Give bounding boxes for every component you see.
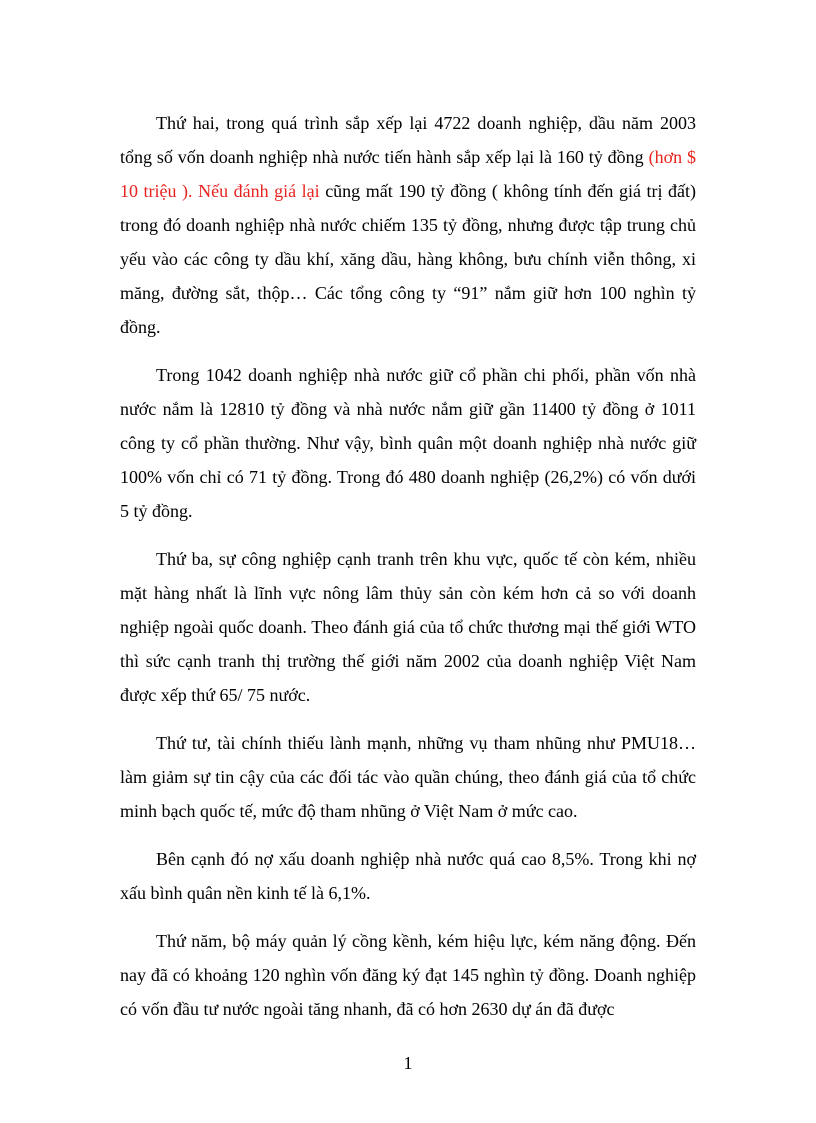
page-number: 1 [403,1053,413,1073]
paragraph-6 [120,924,696,1026]
highlighted-text: (hơn $ 10 triệu ). Nếu đánh giá lại [120,147,697,201]
document-body [120,106,696,1040]
text-span: Trong 1042 doanh nghiệp nhà nước giữ cổ phần chi phối, phần vốn nhà nước nắm là 12810 tỷ đồng và nhà nước nắm giữ gần 11400 tỷ đồng ở 1011 công ty cổ phần thường. Như vậy, bình quân một doanh nghiệp nhà nước giữ 100% vốn chỉ có 71 tỷ đồng. Trong đó 480 doanh nghiệp (26,2%) có vốn dưới 5 tỷ đồng. [120,365,696,521]
paragraph-3 [120,542,696,712]
paragraph-1 [120,106,696,344]
paragraph-5 [120,842,696,910]
text-span: Thứ năm, bộ máy quản lý cồng kềnh, kém hiệu lực, kém năng động. Đến nay đã có khoảng 120 nghìn vốn đăng ký đạt 145 nghìn tỷ đồng. Doanh nghiệp có vốn đầu tư nước ngoài tăng nhanh, đã có hơn 2630 dự án đã được [120,931,696,1019]
text-span: Thứ hai, trong quá trình sắp xếp lại 4722 doanh nghiệp, dầu năm 2003 tổng số vốn doanh nghiệp nhà nước tiến hành sắp xếp lại là 160 tỷ đồng [120,113,696,167]
paragraph-4 [120,726,696,828]
text-span: Thứ tư, tài chính thiếu lành mạnh, những vụ tham nhũng như PMU18…làm giảm sự tin cậy của các đối tác vào quần chúng, theo đánh giá của tổ chức minh bạch quốc tế, mức độ tham nhũng ở Việt Nam ở mức cao. [120,733,696,821]
paragraph-2 [120,358,696,528]
text-span: cũng mất 190 tỷ đồng ( không tính đến giá trị đất) trong đó doanh nghiệp nhà nước chiếm 135 tỷ đồng, nhưng được tập trung chủ yếu vào các công ty dầu khí, xăng dầu, hàng không, bưu chính viễn thông, xi măng, đường sắt, thộp… Các tổng công ty “91” nắm giữ hơn 100 nghìn tỷ đồng. [120,181,697,337]
text-span: Thứ ba, sự công nghiệp cạnh tranh trên khu vực, quốc tế còn kém, nhiều mặt hàng nhất là lĩnh vực nông lâm thủy sản còn kém hơn cả so với doanh nghiệp ngoài quốc doanh. Theo đánh giá của tổ chức thương mại thế giới WTO thì sức cạnh tranh thị trường thế giới năm 2002 của doanh nghiệp Việt Nam được xếp thứ 65/ 75 nước. [120,549,696,705]
text-span: Bên cạnh đó nợ xấu doanh nghiệp nhà nước quá cao 8,5%. Trong khi nợ xấu bình quân nền kinh tế là 6,1%. [120,849,696,903]
